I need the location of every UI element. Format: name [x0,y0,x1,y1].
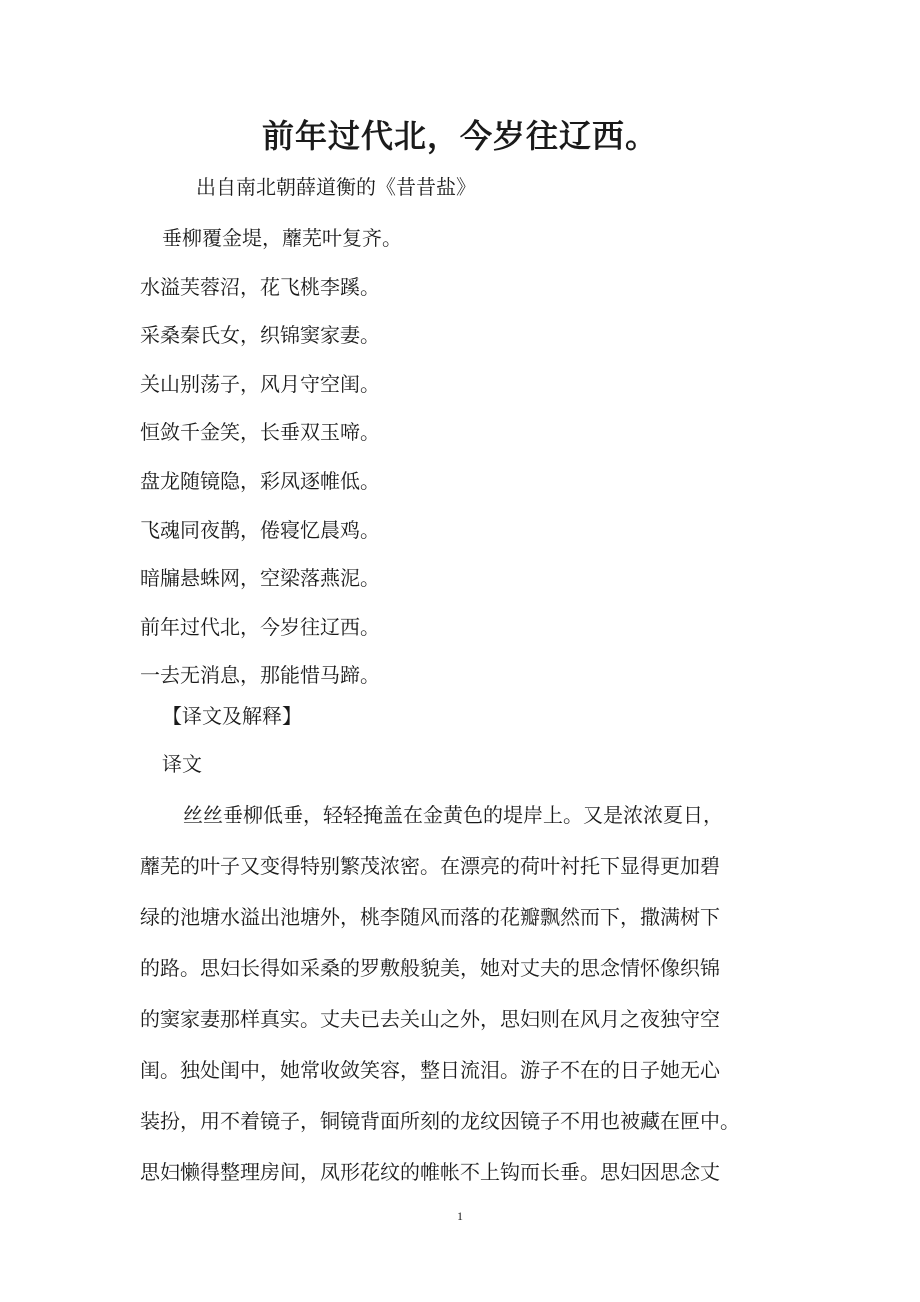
translation-line: 闺。独处闺中，她常收敛笑容，整日流泪。游子不在的日子她无心 [140,1058,720,1082]
document-title: 前年过代北，今岁往辽西。 [261,117,658,155]
poem-line: 垂柳覆金堤，蘼芜叶复齐。 [162,226,402,250]
translation-line: 的窦家妻那样真实。丈夫已去关山之外，思妇则在风月之夜独守空 [140,1007,720,1031]
translation-line: 装扮，用不着镜子，铜镜背面所刻的龙纹因镜子不用也被藏在匣中。 [140,1109,740,1133]
translation-subheading: 译文 [162,752,202,776]
translation-body [140,790,800,1198]
translation-line: 的路。思妇长得如采桑的罗敷般貌美，她对丈夫的思念情怀像织锦 [140,956,720,980]
poem-line: 一去无消息，那能惜马蹄。 [140,663,380,688]
poem-line: 水溢芙蓉沼，花飞桃李蹊。 [140,274,380,299]
poem-line: 恒敛千金笑，长垂双玉啼。 [140,420,380,445]
page-number: 1 [457,1209,463,1223]
section-heading: 【译文及解释】 [162,704,302,728]
poem-line: 关山别荡子，风月守空闺。 [140,371,380,396]
translation-line: 蘼芜的叶子又变得特别繁茂浓密。在漂亮的荷叶衬托下显得更加碧 [140,854,720,878]
poem-source: 出自南北朝薛道衡的《昔昔盐》 [196,175,476,199]
translation-line: 绿的池塘水溢出池塘外，桃李随风而落的花瓣飘然而下，撒满树下 [140,905,720,929]
poem-line: 暗牖悬蛛网，空梁落燕泥。 [140,566,380,591]
translation-line: 思妇懒得整理房间，凤形花纹的帷帐不上钩而长垂。思妇因思念丈 [140,1160,720,1184]
poem-line: 前年过代北，今岁往辽西。 [140,614,380,639]
poem-body [140,214,820,700]
poem-line: 采桑秦氏女，织锦窦家妻。 [140,323,380,348]
translation-line: 丝丝垂柳低垂，轻轻掩盖在金黄色的堤岸上。又是浓浓夏日， [183,803,723,827]
poem-line: 盘龙随镜隐，彩凤逐帷低。 [140,468,380,493]
poem-line: 飞魂同夜鹊，倦寝忆晨鸡。 [140,517,380,542]
